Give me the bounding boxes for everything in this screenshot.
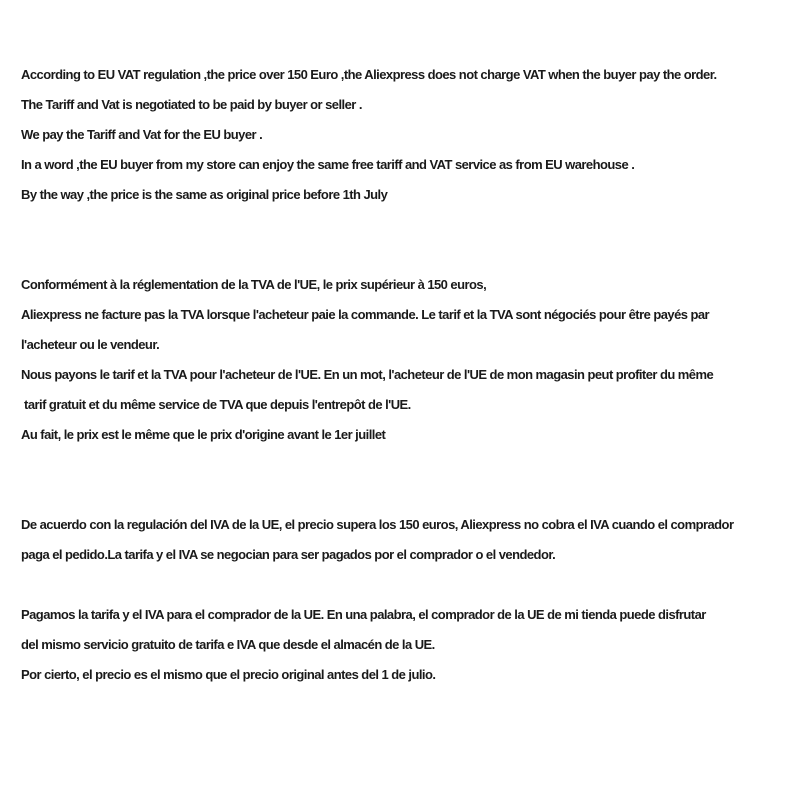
text-line: Aliexpress ne facture pas la TVA lorsque l'acheteur paie la commande. Le tarif et la TVA sont négociés pour être payés par bbox=[21, 307, 710, 322]
text-line: Au fait, le prix est le même que le prix d'origine avant le 1er juillet bbox=[21, 427, 386, 442]
spanish-vat-paragraph-1 bbox=[21, 510, 800, 570]
english-vat-paragraph bbox=[21, 60, 800, 210]
french-vat-paragraph bbox=[21, 270, 800, 450]
text-line: Conformément à la réglementation de la TVA de l'UE, le prix supérieur à 150 euros, bbox=[21, 277, 487, 292]
text-line: De acuerdo con la regulación del IVA de la UE, el precio supera los 150 euros, Aliexpress no cobra el IVA cuando el comprador bbox=[21, 517, 734, 532]
text-line: We pay the Tariff and Vat for the EU buyer . bbox=[21, 127, 263, 142]
spanish-vat-paragraph-2 bbox=[21, 600, 800, 690]
text-line: In a word ,the EU buyer from my store can enjoy the same free tariff and VAT service as from EU warehouse . bbox=[21, 157, 635, 172]
text-line: By the way ,the price is the same as original price before 1th July bbox=[21, 187, 388, 202]
text-line: del mismo servicio gratuito de tarifa e IVA que desde el almacén de la UE. bbox=[21, 637, 435, 652]
text-line: The Tariff and Vat is negotiated to be paid by buyer or seller . bbox=[21, 97, 362, 112]
text-line: According to EU VAT regulation ,the price over 150 Euro ,the Aliexpress does not charge VAT when the buyer pay the order. bbox=[21, 67, 717, 82]
text-line: paga el pedido.La tarifa y el IVA se negocian para ser pagados por el comprador o el vendedor. bbox=[21, 547, 556, 562]
text-line: Por cierto, el precio es el mismo que el precio original antes del 1 de julio. bbox=[21, 667, 436, 682]
text-line: Nous payons le tarif et la TVA pour l'acheteur de l'UE. En un mot, l'acheteur de l'UE de mon magasin peut profiter du même bbox=[21, 367, 714, 382]
text-line: l'acheteur ou le vendeur. bbox=[21, 337, 160, 352]
text-line: tarif gratuit et du même service de TVA que depuis l'entrepôt de l'UE. bbox=[21, 397, 411, 412]
text-line: Pagamos la tarifa y el IVA para el comprador de la UE. En una palabra, el comprador de la UE de mi tienda puede disfrutar bbox=[21, 607, 706, 622]
